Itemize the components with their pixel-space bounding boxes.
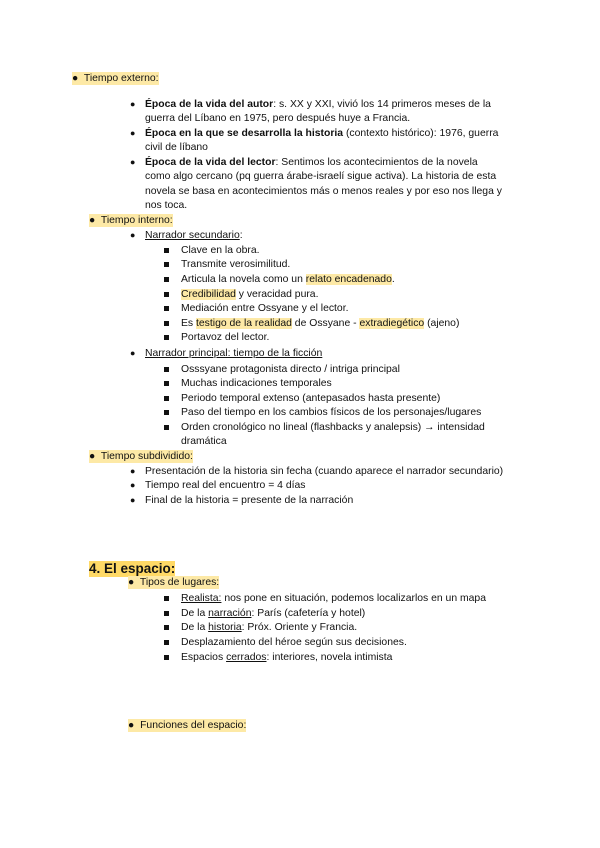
square-bullet-icon xyxy=(164,381,169,386)
bullet-icon: ● xyxy=(130,466,136,476)
list-item: Muchas indicaciones temporales xyxy=(181,378,332,389)
bullet-icon: ● xyxy=(89,215,96,226)
bullet-icon: ● xyxy=(130,128,136,138)
bullet-icon: ● xyxy=(130,348,136,358)
bullet-icon: ● xyxy=(130,230,136,240)
list-item: Orden cronológico no lineal (flashbacks y analepsis) → intensidad xyxy=(181,422,485,433)
list-item: Osssyane protagonista directo / intriga principal xyxy=(181,364,400,375)
narrador-principal-label: Narrador principal: tiempo de la ficción xyxy=(145,348,323,359)
list-item: Paso del tiempo en los cambios físicos de los personajes/lugares xyxy=(181,407,482,418)
list-item-cont: nos toca. xyxy=(145,200,188,211)
bullet-icon: ● xyxy=(130,157,136,167)
square-bullet-icon xyxy=(164,248,169,253)
heading-tiempo-interno: ● Tiempo interno: xyxy=(89,215,173,226)
list-item: Transmite verosimilitud. xyxy=(181,259,291,270)
list-item: Presentación de la historia sin fecha (cuando aparece el narrador secundario) xyxy=(145,466,504,477)
bullet-icon: ● xyxy=(128,577,135,588)
square-bullet-icon xyxy=(164,611,169,616)
list-item: Credibilidad y veracidad pura. xyxy=(181,289,319,300)
list-item: Clave en la obra. xyxy=(181,245,260,256)
list-item: Época en la que se desarrolla la historia (contexto histórico): 1976, guerra xyxy=(145,128,499,139)
square-bullet-icon xyxy=(164,335,169,340)
square-bullet-icon xyxy=(164,262,169,267)
square-bullet-icon xyxy=(164,277,169,282)
list-item: Tiempo real del encuentro = 4 días xyxy=(145,480,306,491)
list-item: Época de la vida del lector: Sentimos los acontecimientos de la novela xyxy=(145,157,478,168)
bullet-icon: ● xyxy=(130,99,136,109)
section-title-espacio: 4. El espacio: xyxy=(89,561,176,576)
list-item-cont: dramática xyxy=(181,436,227,447)
list-item: Realista: nos pone en situación, podemos localizarlos en un mapa xyxy=(181,593,486,604)
heading-tiempo-subdividido: ● Tiempo subdividido: xyxy=(89,451,193,462)
list-item: De la narración: París (cafetería y hotel) xyxy=(181,608,366,619)
bullet-icon: ● xyxy=(130,495,136,505)
square-bullet-icon xyxy=(164,306,169,311)
bullet-icon: ● xyxy=(128,720,135,731)
list-item: Desplazamiento del héroe según sus decisiones. xyxy=(181,637,407,648)
square-bullet-icon xyxy=(164,655,169,660)
list-item-cont: civil de líbano xyxy=(145,142,208,153)
list-item: Final de la historia = presente de la narración xyxy=(145,495,354,506)
list-item: Espacios cerrados: interiores, novela intimista xyxy=(181,652,393,663)
list-item: De la historia: Próx. Oriente y Francia. xyxy=(181,622,358,633)
list-item-cont: novela se basa en acontecimientos más o menos reales y por eso nos llega y xyxy=(145,186,502,197)
square-bullet-icon xyxy=(164,367,169,372)
square-bullet-icon xyxy=(164,292,169,297)
square-bullet-icon xyxy=(164,625,169,630)
list-item: Periodo temporal extenso (antepasados hasta presente) xyxy=(181,393,441,404)
list-item-cont: como algo cercano (pq guerra árabe-israelí sigue activa). La historia de esta xyxy=(145,171,497,182)
list-item-cont: guerra del Líbano en 1975, pero después huye a Francia. xyxy=(145,113,411,124)
square-bullet-icon xyxy=(164,596,169,601)
bullet-icon: ● xyxy=(89,451,96,462)
list-item: Es testigo de la realidad de Ossyane - extradiegético (ajeno) xyxy=(181,318,460,329)
list-item: Articula la novela como un relato encadenado. xyxy=(181,274,395,285)
square-bullet-icon xyxy=(164,410,169,415)
heading-tiempo-externo: ● Tiempo externo: xyxy=(72,73,159,84)
list-item: Época de la vida del autor: s. XX y XXI, vivió los 14 primeros meses de la xyxy=(145,99,491,110)
bullet-icon: ● xyxy=(130,480,136,490)
square-bullet-icon xyxy=(164,640,169,645)
bullet-icon: ● xyxy=(72,73,79,84)
narrador-secundario-label: Narrador secundario: xyxy=(145,230,243,241)
heading-funciones-espacio: ● Funciones del espacio: xyxy=(128,720,247,731)
square-bullet-icon xyxy=(164,396,169,401)
square-bullet-icon xyxy=(164,321,169,326)
square-bullet-icon xyxy=(164,425,169,430)
heading-tipos-lugares: ● Tipos de lugares: xyxy=(128,577,220,588)
list-item: Portavoz del lector. xyxy=(181,332,270,343)
list-item: Mediación entre Ossyane y el lector. xyxy=(181,303,349,314)
